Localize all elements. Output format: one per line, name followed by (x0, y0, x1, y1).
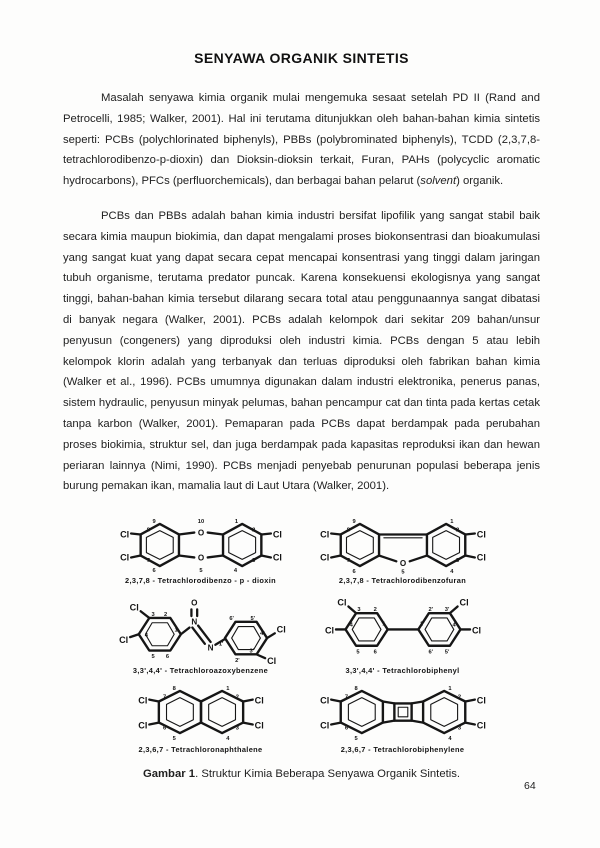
atom-number: 8 (172, 686, 176, 693)
oxygen-label: O (197, 553, 204, 563)
figure-caption-label: Gambar 1 (142, 768, 196, 781)
cl-label: Cl (272, 552, 282, 563)
cl-label: Cl (319, 552, 329, 563)
atom-number: 2 (235, 694, 239, 701)
structure-tcdd (110, 515, 292, 585)
structure-azoxybenzene (110, 592, 292, 675)
atom-number: 6' (427, 649, 433, 656)
tcdf-diagram (312, 515, 494, 575)
biphenyl-diagram (312, 592, 494, 665)
figure-1 (110, 515, 494, 780)
oxygen-label: O (190, 598, 197, 608)
atom-number: 2 (457, 694, 461, 701)
atom-number: 6 (162, 725, 166, 732)
atom-number: 4 (233, 567, 237, 574)
atom-number: 3 (356, 607, 361, 614)
cl-label: Cl (476, 529, 486, 540)
nitrogen-label: N (207, 643, 214, 653)
atom-number: 8 (353, 686, 358, 693)
biphenylene-bonds (331, 691, 475, 733)
atom-number: 10 (197, 519, 204, 526)
atom-number: 6 (352, 568, 356, 575)
paragraph-2: PCBs dan PBBs adalah bahan kimia industri bersifat lipofilik yang sangat stabil baik secara kimia maupun biokimia, dan dapat mengalami proses biokonsentrasi dan bioakumulasi yang sangat kuat yang dapat secara cepat mencapai konsentrasi yang tinggi dalam jaringan tubuh organisme, terutama predator puncak. Karena konsekuensi ekologisnya yang sangat tinggi, bahan-bahan kimia tersebut dilarang secara total atau penggunaannya sangat dibatasi di banyak negara (Walker, 2001). PCBs adalah kelompok dari sekitar 209 bahan/unsur penyusun (congeners) yang diproduksi oleh industri kimia. PCBs dengan 5 atau lebih kelompok klorin adalah yang terbanyak dan terluas diproduksi oleh fabrikan bahan kimia (Walker et al., 1996). PCBs umumnya digunakan dalam industri elektronika, penerus panas, sistem hydraulic, penyusun minyak pelumas, bahan pencampur cat dan tinta pada kertas cetak tanpa karbon (Walker, 2001). Pemaparan pada PCBs dapat berdampak pada perubahan proses biokimia, struktur sel, dan juga berdampak pada kapasitas reproduksi ikan dan hewan periaran lainnya (Nimi, 1990). PCBs menjadi penyebab penurunan populasi beberapa jenis burung pemakan ikan, mamalia laut di Laut Utara (Walker, 2001). (63, 209, 540, 493)
atom-number: 6 (344, 725, 348, 732)
cl-label: Cl (476, 720, 486, 731)
cl-label: Cl (319, 529, 329, 540)
paragraph-1-italic-word: solvent (420, 175, 457, 188)
atom-number: 5 (355, 649, 360, 656)
atom-number: 1 (381, 621, 385, 628)
cl-label: Cl (119, 552, 129, 563)
cl-label: Cl (476, 552, 486, 563)
atom-number: 1 (447, 686, 452, 693)
page-number: 64 (524, 780, 536, 792)
atom-number: 2' (234, 658, 240, 665)
atom-number: 3' (248, 648, 254, 655)
biphenylene-diagram (312, 682, 494, 744)
atom-number: 5 (198, 567, 203, 574)
cl-label: Cl (471, 625, 481, 636)
cl-label: Cl (137, 720, 147, 731)
atom-number: 4' (259, 631, 265, 638)
figure-caption-text: . Struktur Kimia Beberapa Senyawa Organik Sintetis. (195, 768, 461, 781)
cl-label: Cl (476, 695, 486, 706)
atom-number: 4' (451, 622, 457, 629)
oxygen-label: O (399, 559, 406, 569)
atom-number: 1' (419, 621, 424, 628)
paragraph-1-text-end: ) organik. (456, 175, 504, 188)
atom-number: 4 (144, 633, 148, 640)
atom-number: 4 (449, 568, 453, 575)
structure-name: 2,3,6,7 - Tetrachlorobiphenylene (340, 745, 465, 755)
naphthalene-diagram (110, 682, 292, 744)
atom-number: 1 (234, 519, 238, 526)
cl-label: Cl (254, 720, 264, 731)
structure-name: 3,3',4,4' - Tetrachlorobiphenyl (345, 666, 460, 676)
atom-number: 2 (163, 612, 167, 619)
atom-number: 2 (251, 527, 255, 534)
atom-number: 6 (151, 567, 156, 574)
figure-caption (110, 768, 494, 780)
atom-number: 3 (235, 725, 239, 732)
cl-label: Cl (319, 720, 329, 731)
atom-number: 5' (249, 616, 255, 623)
structure-biphenyl (312, 592, 494, 675)
cl-label: Cl (118, 635, 128, 646)
cl-label: Cl (129, 602, 139, 613)
atom-number: 7 (344, 694, 348, 701)
cl-label: Cl (266, 656, 276, 666)
atom-number: 2 (373, 607, 377, 614)
structure-name: 3,3',4,4' - Tetrachloroazoxybenzene (132, 666, 269, 676)
atom-number: 3 (457, 725, 461, 732)
structure-name: 2,3,6,7 - Tetrachloronaphthalene (138, 745, 263, 755)
atom-number: 5 (400, 569, 405, 576)
atom-number: 2' (427, 607, 433, 614)
atom-number: 5' (444, 649, 449, 656)
structure-name: 2,3,7,8 - Tetrachlorodibenzofuran (338, 576, 467, 586)
nitrogen-label: N (190, 617, 197, 627)
page-title: SENYAWA ORGANIK SINTETIS (194, 50, 409, 66)
cl-label: Cl (459, 597, 469, 608)
atom-number: 1' (218, 641, 223, 648)
biphenyl-bonds (335, 607, 469, 646)
cl-label: Cl (276, 624, 286, 635)
atom-number: 1 (225, 686, 229, 693)
atom-number: 9 (151, 519, 156, 526)
structure-tcdf (312, 515, 494, 585)
atom-number: 3 (251, 558, 255, 565)
atom-number: 7 (162, 694, 166, 701)
azoxybenzene-diagram (110, 592, 292, 665)
atom-number: 8 (146, 527, 150, 534)
cl-label: Cl (336, 597, 346, 608)
atom-number: 6 (373, 649, 377, 656)
atom-number: 2 (455, 527, 459, 534)
cl-label: Cl (272, 529, 282, 540)
atom-number: 4 (447, 735, 452, 742)
cl-label: Cl (324, 625, 334, 636)
cl-label: Cl (319, 695, 329, 706)
structure-naphthalene (110, 682, 292, 754)
atom-number: 6' (228, 616, 234, 623)
atom-number: 3 (151, 612, 155, 619)
atom-number: 8 (346, 527, 350, 534)
structure-biphenylene (312, 682, 494, 754)
atom-number: 6 (165, 654, 169, 661)
paragraph-1 (63, 88, 540, 192)
atom-number: 9 (352, 519, 356, 526)
structure-grid (110, 515, 494, 754)
structure-name: 2,3,7,8 - Tetrachlorodibenzo - p - dioxin (125, 576, 276, 586)
cl-label: Cl (119, 529, 129, 540)
paragraph-1-text: Masalah senyawa kimia organik mulai mengemuka sesaat setelah PD II (Rand and Petrocelli, 1985; Walker, 2001). Hal ini terutama ditunjukkan oleh bahan-bahan kimia sintetis seperti: PCBs (polychlorinated biphenyls), PBBs (polybrominated biphenyls), TCDD (2,3,7,8-tetrachlorodibenzo-p-dioxin) dan Dioksin-dioksin terkait, Furan, PAHs (polycyclic aromatic hydrocarbons), PFCs (perfluorchemicals), dan berbagai bahan pelarut ( (63, 92, 540, 188)
atom-number: 7 (346, 558, 350, 565)
atom-number: 5 (172, 735, 176, 742)
atom-number: 3' (444, 607, 449, 614)
atom-number: 4 (349, 622, 353, 629)
atom-number: 1 (173, 627, 178, 634)
oxygen-label: O (197, 528, 204, 538)
cl-label: Cl (254, 695, 264, 706)
atom-number: 4 (225, 735, 229, 742)
atom-number: 7 (146, 558, 150, 565)
atom-number: 5 (151, 654, 155, 661)
atom-number: 1 (449, 519, 453, 526)
cl-label: Cl (137, 695, 147, 706)
tcdd-diagram (110, 515, 292, 575)
atom-number: 3 (455, 558, 459, 565)
atom-number: 5 (353, 735, 358, 742)
